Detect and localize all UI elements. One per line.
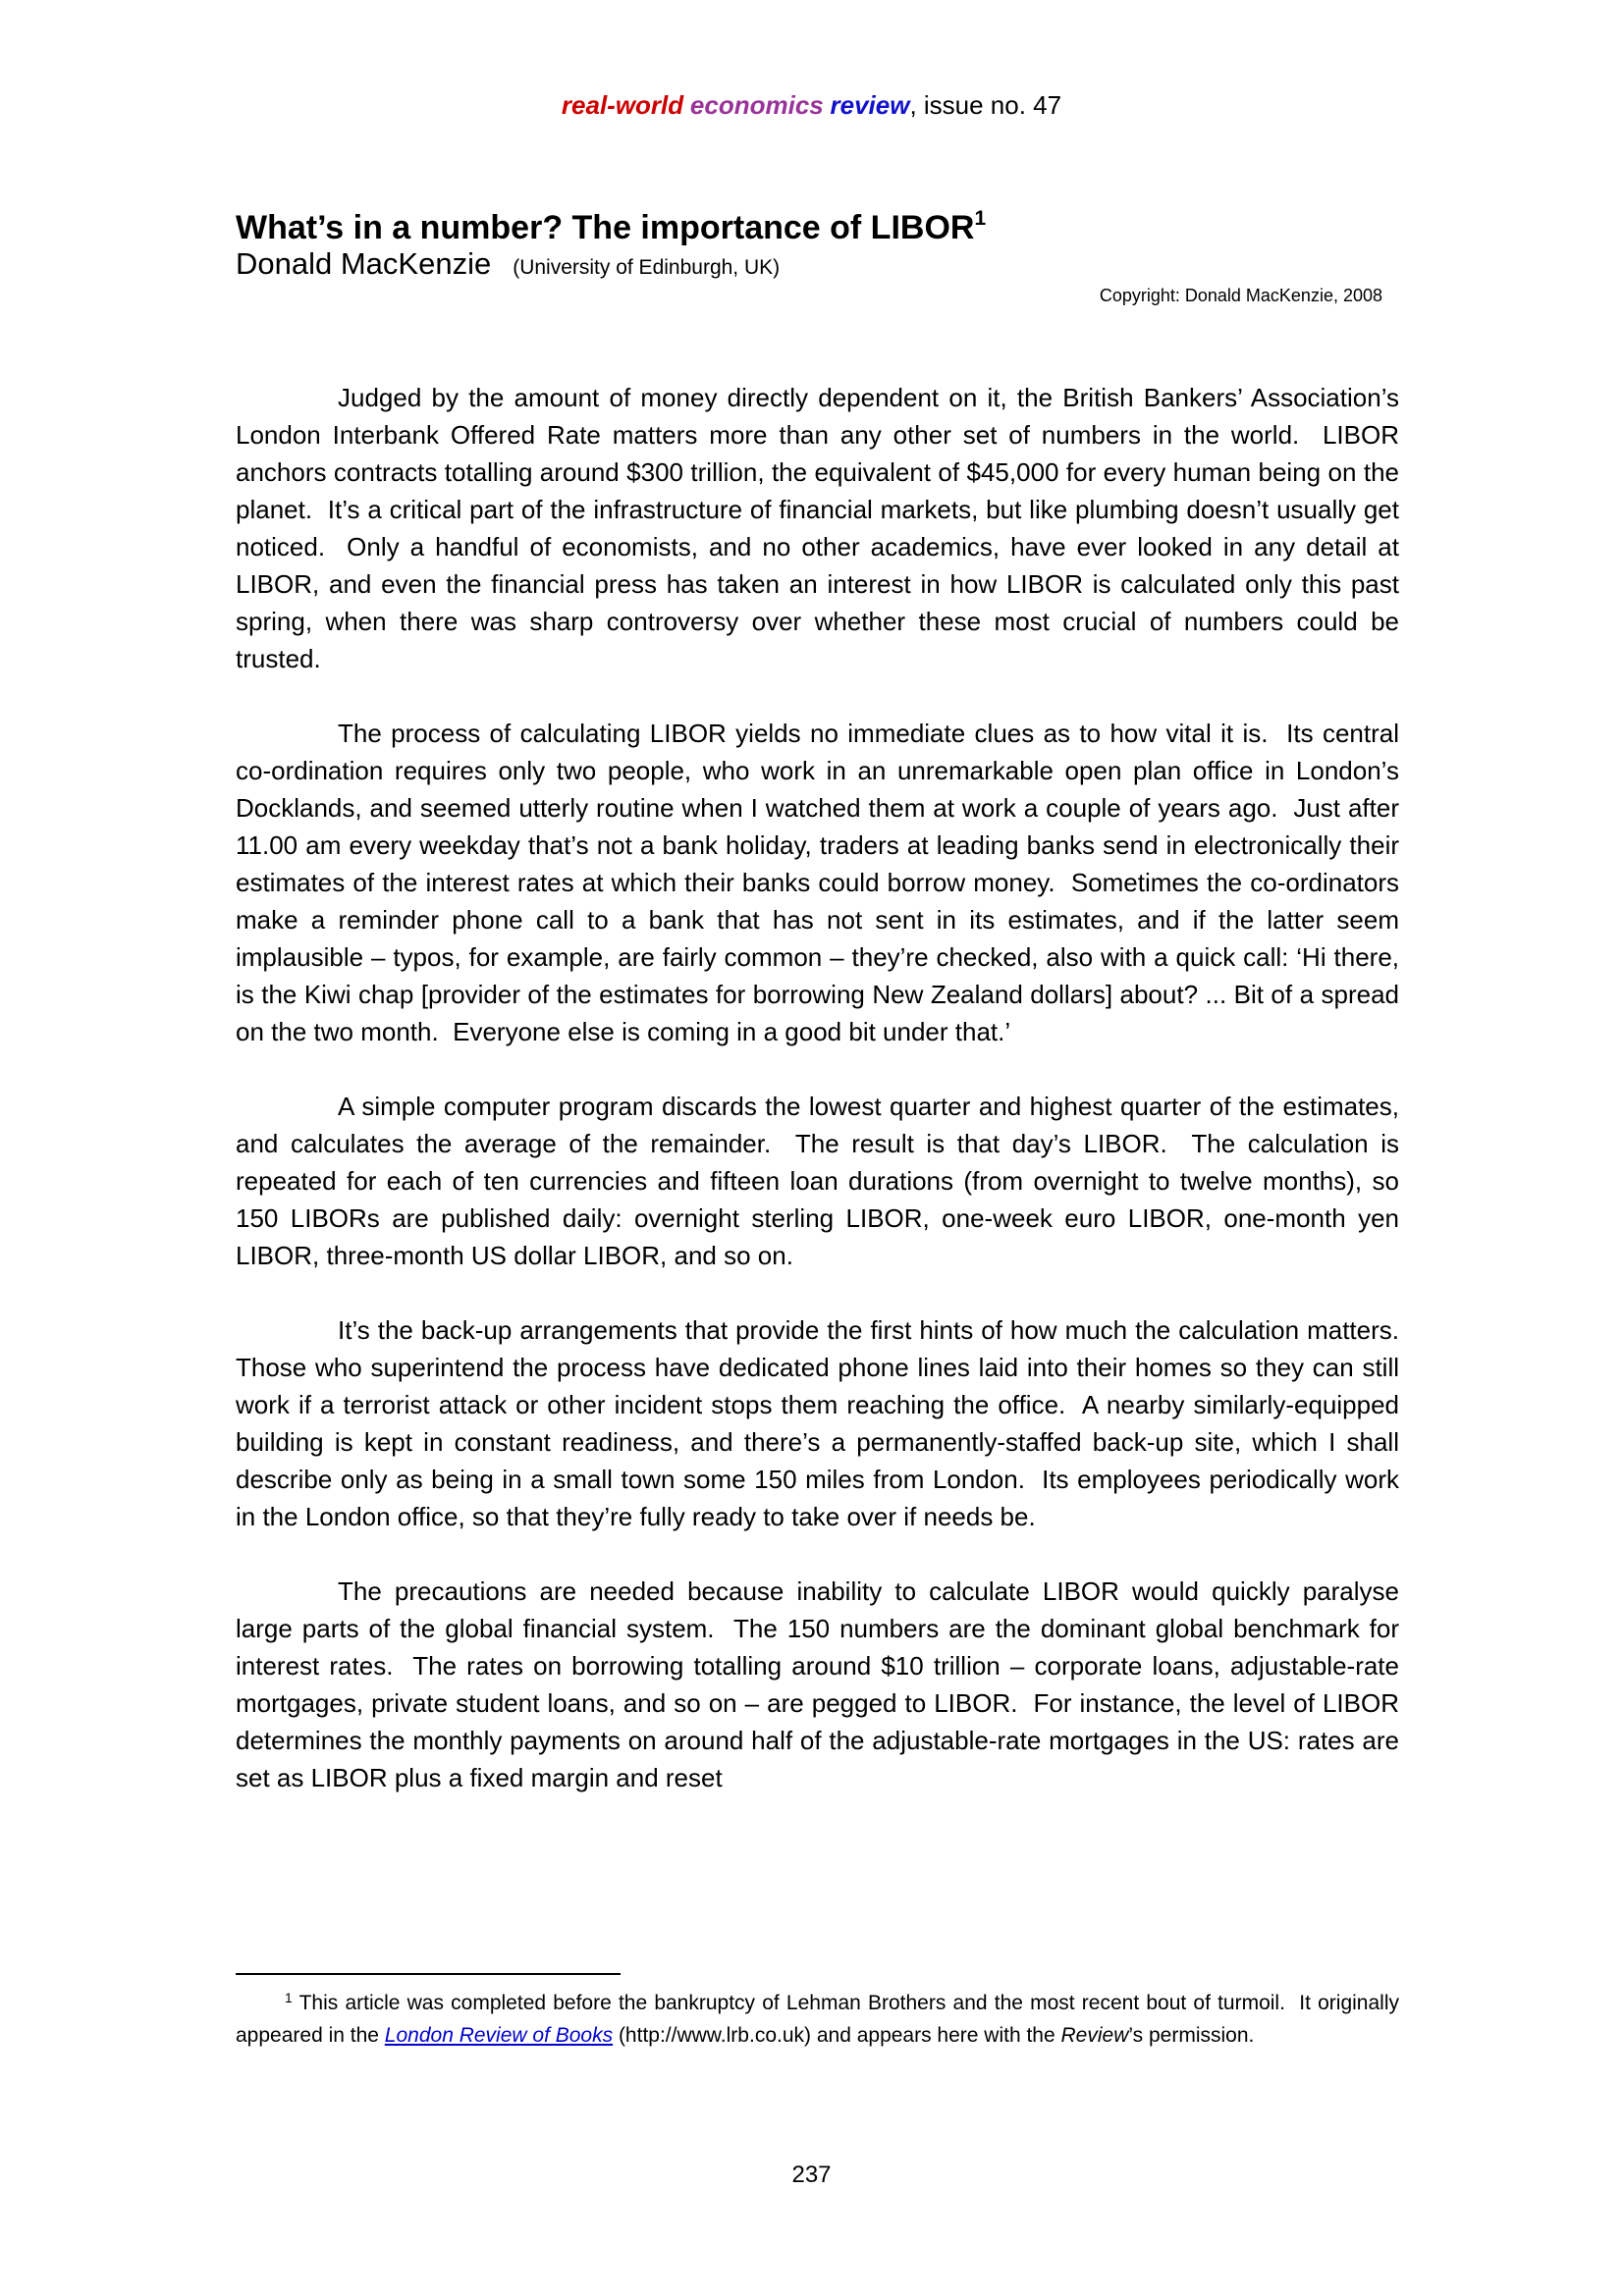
footnote-text-after-link: (http://www.lrb.co.uk) and appears here with the [613,2024,1061,2047]
article-body [236,379,1421,1796]
body-paragraph: A simple computer program discards the lowest quarter and highest quarter of the estimates, and calculates the average of the remainder. The result is that day’s LIBOR. The calculation is repeated for each of ten currencies and fifteen loan durations (from overnight to twelve months), so 150 LIBORs are published daily: overnight sterling LIBOR, one-week euro LIBOR, one-month yen LIBOR, three-month US dollar LIBOR, and so on. [236,1092,1407,1270]
footnote-text-before-link: This article was completed before the bankruptcy of Lehman Brothers and the most recent bout of turmoil. It originally appeared in the [236,1992,1405,2047]
body-paragraph: It’s the back-up arrangements that provide the first hints of how much the calculation matters. Those who superintend the process have dedicated phone lines laid into their homes so they can still work if a terrorist attack or other incident stops them reaching the office. A nearby similarly-equipped building is kept in constant readiness, and there’s a permanently-staffed back-up site, which I shall describe only as being in a small town some 150 miles from London. Its employees periodically work in the London office, so that they’re fully ready to take over if needs be. [236,1315,1421,1531]
title-footnote-ref: 1 [974,206,987,230]
journal-issue-number: , issue no. 47 [909,90,1062,120]
copyright-notice: Copyright: Donald MacKenzie, 2008 [1099,286,1382,305]
author-name: Donald MacKenzie [236,246,492,281]
lrb-link[interactable]: London Review of Books [384,2024,614,2047]
body-paragraph: The precautions are needed because inability to calculate LIBOR would quickly paralyse large parts of the global financial system. The 150 numbers are the dominant global benchmark for interest rates. The rates on borrowing totalling around $10 trillion – corporate loans, adjustable-rate mortgages, private student loans, and so on – are pegged to LIBOR. For instance, the level of LIBOR determines the monthly payments on around half of the adjustable-rate mortgages in the US: rates are set as LIBOR plus a fixed margin and reset [236,1576,1407,1792]
page-title [236,206,1404,247]
journal-name-part-2: economics [689,90,824,120]
footnote-block [236,1973,1405,2052]
body-paragraph: The process of calculating LIBOR yields no immediate clues as to how vital it is. Its central co-ordination requires only two people, who work in an unremarkable open plan office in London’s Docklands, and seemed utterly routine when I watched them at work a couple of years ago. Just after 11.00 am every weekday that’s not a bank holiday, traders at leading banks send in electronically their estimates of the interest rates at which their banks could borrow money. Sometimes the co-ordinators make a reminder phone call to a bank that has not sent in its estimates, and if the latter seem implausible – typos, for example, are fairly common – they’re checked, also with a quick call: ‘Hi there, is the Kiwi chap [provider of the estimates for borrowing New Zealand dollars] about? ... Bit of a spread on the two month. Everyone else is coming in a good bit under that.’ [236,719,1407,1046]
journal-name-part-3: review [830,90,910,120]
journal-header [0,90,1623,121]
footnote-italic-word: Review [1060,2024,1129,2047]
footnote-text-end: ’s permission. [1128,2024,1255,2047]
footnote-ref: 1 [285,1990,293,2005]
author-affiliation: (University of Edinburgh, UK) [513,256,781,279]
footnote-text [236,1987,1405,2052]
page-number: 237 [791,2162,832,2188]
author-line [236,246,1404,282]
body-paragraph: Judged by the amount of money directly dependent on it, the British Bankers’ Association’s London Interbank Offered Rate matters more than any other set of numbers in the world. LIBOR anchors contracts totalling around $300 trillion, the equivalent of $45,000 for every human being on the planet. It’s a critical part of the infrastructure of financial markets, but like plumbing doesn’t usually get noticed. Only a handful of economists, and no other academics, have ever looked in any detail at LIBOR, and even the financial press has taken an interest in how LIBOR is calculated only this past spring, when there was sharp controversy over whether these most crucial of numbers could be trusted. [236,383,1407,673]
article-title-text: What’s in a number? The importance of LIBOR [236,208,975,246]
footnote-separator [236,1973,621,1975]
journal-name-part-1: real-world [561,90,684,120]
